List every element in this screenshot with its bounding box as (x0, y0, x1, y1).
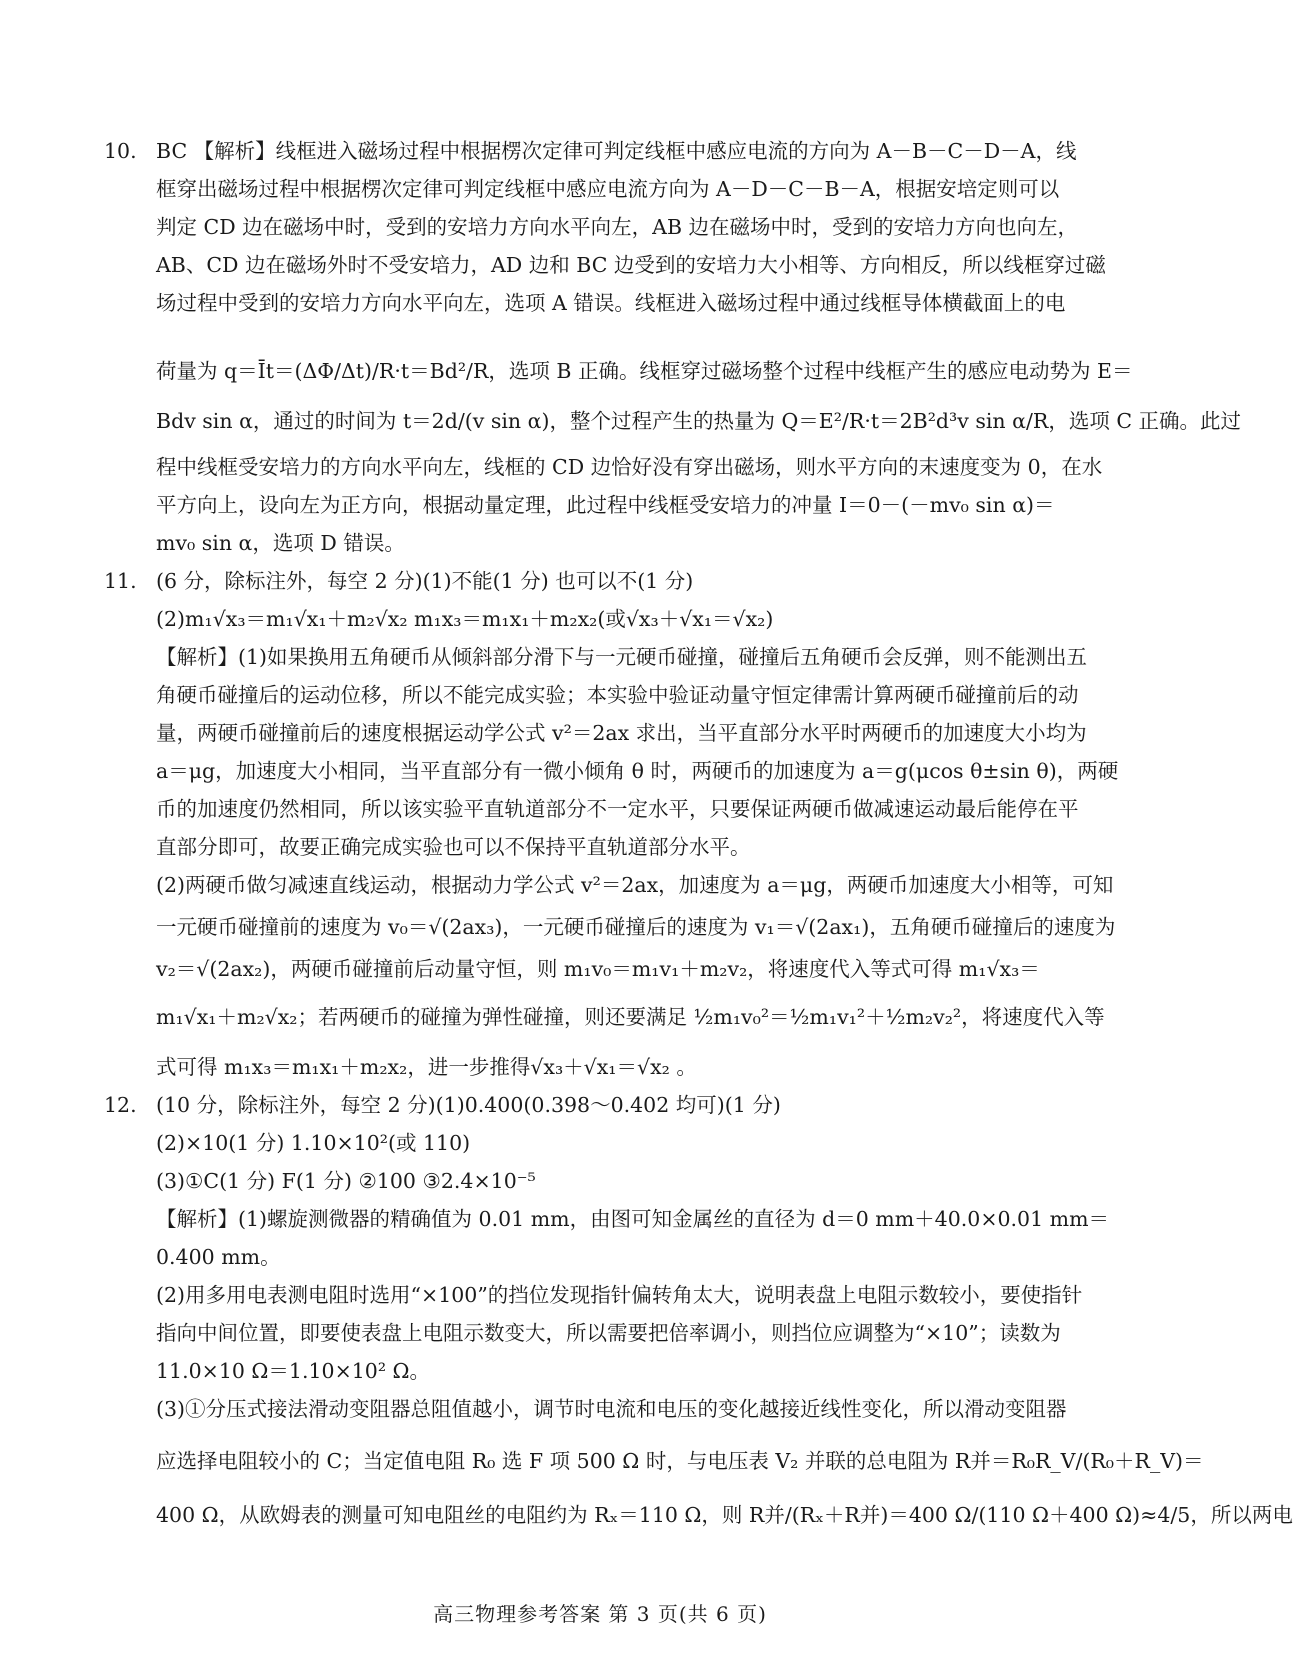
text-line: (2)m₁√x₃＝m₁√x₁＋m₂√x₂ m₁x₃＝m₁x₁＋m₂x₂(或√x₃＋√x₁＝√x₂) (156, 607, 774, 631)
text-line: 判定 CD 边在磁场中时，受到的安培力方向水平向左，AB 边在磁场中时，受到的安培力方向也向左， (156, 215, 1079, 239)
question-12 (104, 1086, 1293, 1534)
text-line: a＝μg，加速度大小相同，当平直部分有一微小倾角 θ 时，两硬币的加速度为 a＝g(μcos θ±sin θ)，两硬 (156, 759, 1119, 783)
text-line: 直部分即可，故要正确完成实验也可以不保持平直轨道部分水平。 (156, 835, 751, 859)
text-line: 11.0×10 Ω＝1.10×10² Ω。 (156, 1359, 431, 1383)
answer-content (104, 132, 1293, 1534)
text-line: v₂＝√(2ax₂)，两硬币碰撞前后动量守恒，则 m₁v₀＝m₁v₁＋m₂v₂，将速度代入等式可得 m₁√x₃＝ (156, 957, 1040, 981)
text-line: (6 分，除标注外，每空 2 分)(1)不能(1 分) 也可以不(1 分) (156, 569, 694, 593)
text-line: 指向中间位置，即要使表盘上电阻示数变大，所以需要把倍率调小，则挡位应调整为“×10”；读数为 (156, 1321, 1061, 1345)
text-line: (10 分，除标注外，每空 2 分)(1)0.400(0.398～0.402 均可)(1 分) (156, 1093, 781, 1117)
text-line: (3)①分压式接法滑动变阻器总阻值越小，调节时电流和电压的变化越接近线性变化，所以滑动变阻器 (156, 1397, 1067, 1421)
text-line: 场过程中受到的安培力方向水平向左，选项 A 错误。线框进入磁场过程中通过线框导体横截面上的电 (156, 291, 1066, 315)
question-11 (104, 562, 1119, 1086)
question-10 (104, 132, 1242, 562)
text-line: m₁√x₁＋m₂√x₂；若两硬币的碰撞为弹性碰撞，则还要满足 ½m₁v₀²＝½m₁v₁²＋½m₂v₂²，将速度代入等 (156, 1005, 1105, 1029)
text-line: (2)两硬币做匀减速直线运动，根据动力学公式 v²＝2ax，加速度为 a＝μg，两硬币加速度大小相等，可知 (156, 873, 1114, 897)
text-line: 【解析】(1)螺旋测微器的精确值为 0.01 mm，由图可知金属丝的直径为 d＝0 mm＋40.0×0.01 mm＝ (156, 1207, 1110, 1231)
text-line: 式可得 m₁x₃＝m₁x₁＋m₂x₂，进一步推得√x₃＋√x₁＝√x₂ 。 (156, 1055, 697, 1079)
text-line: Bdv sin α，通过的时间为 t＝2d/(v sin α)，整个过程产生的热量为 Q＝E²/R·t＝2B²d³v sin α/R，选项 C 正确。此过 (156, 409, 1242, 433)
text-line: 角硬币碰撞后的运动位移，所以不能完成实验；本实验中验证动量守恒定律需计算两硬币碰撞前后的动 (156, 683, 1079, 707)
text-line: 【解析】(1)如果换用五角硬币从倾斜部分滑下与一元硬币碰撞，碰撞后五角硬币会反弹，则不能测出五 (156, 645, 1088, 669)
text-line: (2)用多用电表测电阻时选用“×100”的挡位发现指针偏转角太大，说明表盘上电阻示数较小，要使指针 (156, 1283, 1083, 1307)
text-line: 量，两硬币碰撞前后的速度根据运动学公式 v²＝2ax 求出，当平直部分水平时两硬币的加速度大小均为 (156, 721, 1087, 745)
text-line: BC 【解析】线框进入磁场过程中根据楞次定律可判定线框中感应电流的方向为 A－B－C－D－A，线 (156, 139, 1077, 163)
question-number: 12. (104, 1093, 137, 1117)
text-line: 框穿出磁场过程中根据楞次定律可判定线框中感应电流方向为 A－D－C－B－A，根据安培定则可以 (156, 177, 1060, 201)
text-line: 一元硬币碰撞前的速度为 v₀＝√(2ax₃)，一元硬币碰撞后的速度为 v₁＝√(2ax₁)，五角硬币碰撞后的速度为 (156, 915, 1116, 939)
text-line: 平方向上，设向左为正方向，根据动量定理，此过程中线框受安培力的冲量 I＝0－(－mv₀ sin α)＝ (156, 493, 1055, 517)
text-line: 应选择电阻较小的 C；当定值电阻 R₀ 选 F 项 500 Ω 时，与电压表 V₂ 并联的总电阻为 R并＝R₀R_V/(R₀＋R_V)＝ (156, 1449, 1204, 1473)
text-line: AB、CD 边在磁场外时不受安培力，AD 边和 BC 边受到的安培力大小相等、方向相反，所以线框穿过磁 (156, 253, 1106, 277)
page-footer: 高三物理参考答案 第 3 页(共 6 页) (433, 1602, 767, 1626)
text-line: (2)×10(1 分) 1.10×10²(或 110) (156, 1131, 471, 1155)
text-line: mv₀ sin α，选项 D 错误。 (156, 531, 405, 555)
question-number: 10. (104, 139, 137, 163)
text-line: 币的加速度仍然相同，所以该实验平直轨道部分不一定水平，只要保证两硬币做减速运动最后能停在平 (156, 797, 1079, 821)
text-line: 400 Ω，从欧姆表的测量可知电阻丝的电阻约为 Rₓ＝110 Ω，则 R并/(Rₓ＋R并)＝400 Ω/(110 Ω＋400 Ω)≈4/5，所以两电 (156, 1503, 1293, 1527)
question-number: 11. (104, 569, 137, 593)
text-line: 程中线框受安培力的方向水平向左，线框的 CD 边恰好没有穿出磁场，则水平方向的末速度变为 0，在水 (156, 455, 1103, 479)
text-line: (3)①C(1 分) F(1 分) ②100 ③2.4×10⁻⁵ (156, 1169, 536, 1193)
text-line: 荷量为 q＝Īt＝(ΔΦ/Δt)/R·t＝Bd²/R，选项 B 正确。线框穿过磁场整个过程中线框产生的感应电动势为 E＝ (156, 359, 1133, 383)
text-line: 0.400 mm。 (156, 1245, 281, 1269)
